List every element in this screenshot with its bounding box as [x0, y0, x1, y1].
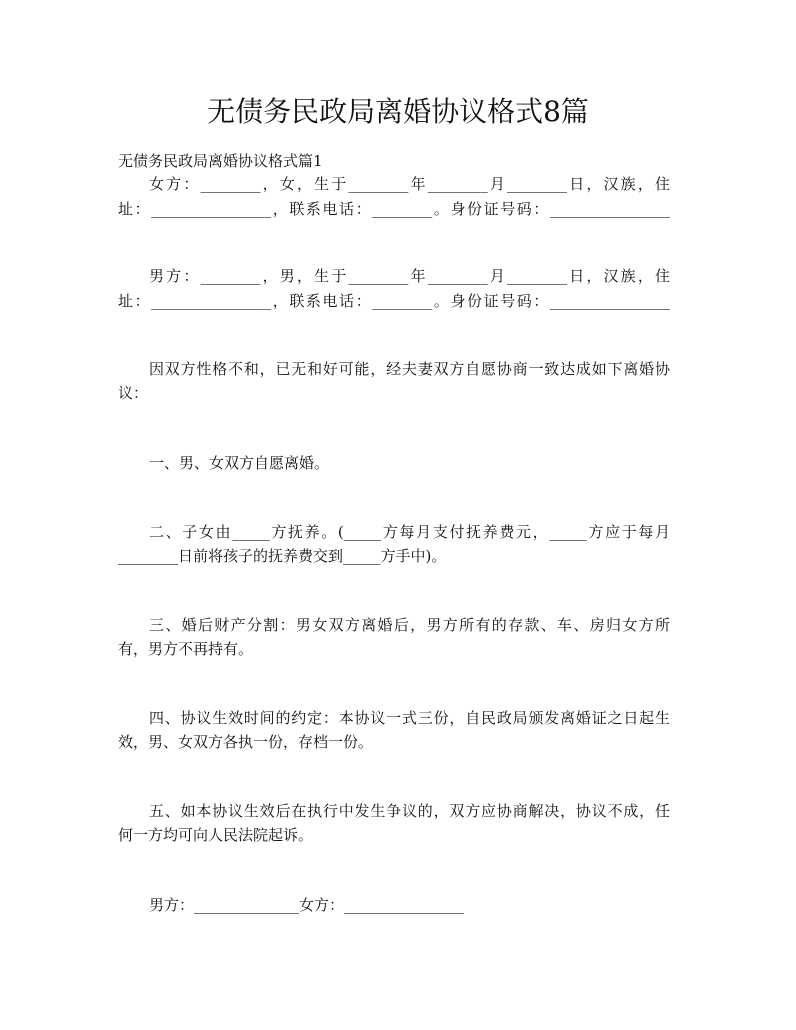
wife-info-line-2: 址：________________，联系电话：________。身份证号码：________________	[118, 200, 670, 218]
clause-5-line-2: 何一方均可向人民法院起诉。	[118, 826, 314, 844]
clause-3-line-1: 三、婚后财产分割：男女双方离婚后，男方所有的存款、车、房归女方所	[149, 616, 670, 634]
husband-info-line-1: 男方：________，男，生于________年________月________日，汉族，住	[149, 267, 670, 285]
clause-4-line-1: 四、协议生效时间的约定：本协议一式三份，自民政局颁发离婚证之日起生	[149, 709, 670, 727]
intro-line-2: 议：	[118, 384, 149, 402]
intro-line-1: 因双方性格不和，已无和好可能，经夫妻双方自愿协商一致达成如下离婚协	[149, 360, 670, 378]
clause-2-line-2: ________日前将孩子的抚养费交到_____方手中)。	[118, 547, 447, 565]
husband-info-line-2: 址：________________，联系电话：________。身份证号码：________________	[118, 292, 670, 310]
clause-4-line-2: 效，男、女双方各执一份，存档一份。	[118, 733, 374, 751]
clause-1: 一、男、女双方自愿离婚。	[149, 454, 330, 472]
clause-2-line-1: 二、子女由_____方抚养。(_____方每月支付抚养费元，_____方应于每月	[149, 523, 670, 541]
signature-line: 男方：______________女方：________________	[149, 896, 465, 914]
clause-5-line-1: 五、如本协议生效后在执行中发生争议的，双方应协商解决，协议不成，任	[149, 802, 670, 820]
section-subtitle: 无债务民政局离婚协议格式篇1	[118, 152, 323, 170]
wife-info-line-1: 女方：________，女，生于________年________月________日，汉族，住	[149, 175, 670, 193]
document-title: 无债务民政局离婚协议格式8篇	[207, 95, 589, 128]
clause-3-line-2: 有，男方不再持有。	[118, 640, 254, 658]
